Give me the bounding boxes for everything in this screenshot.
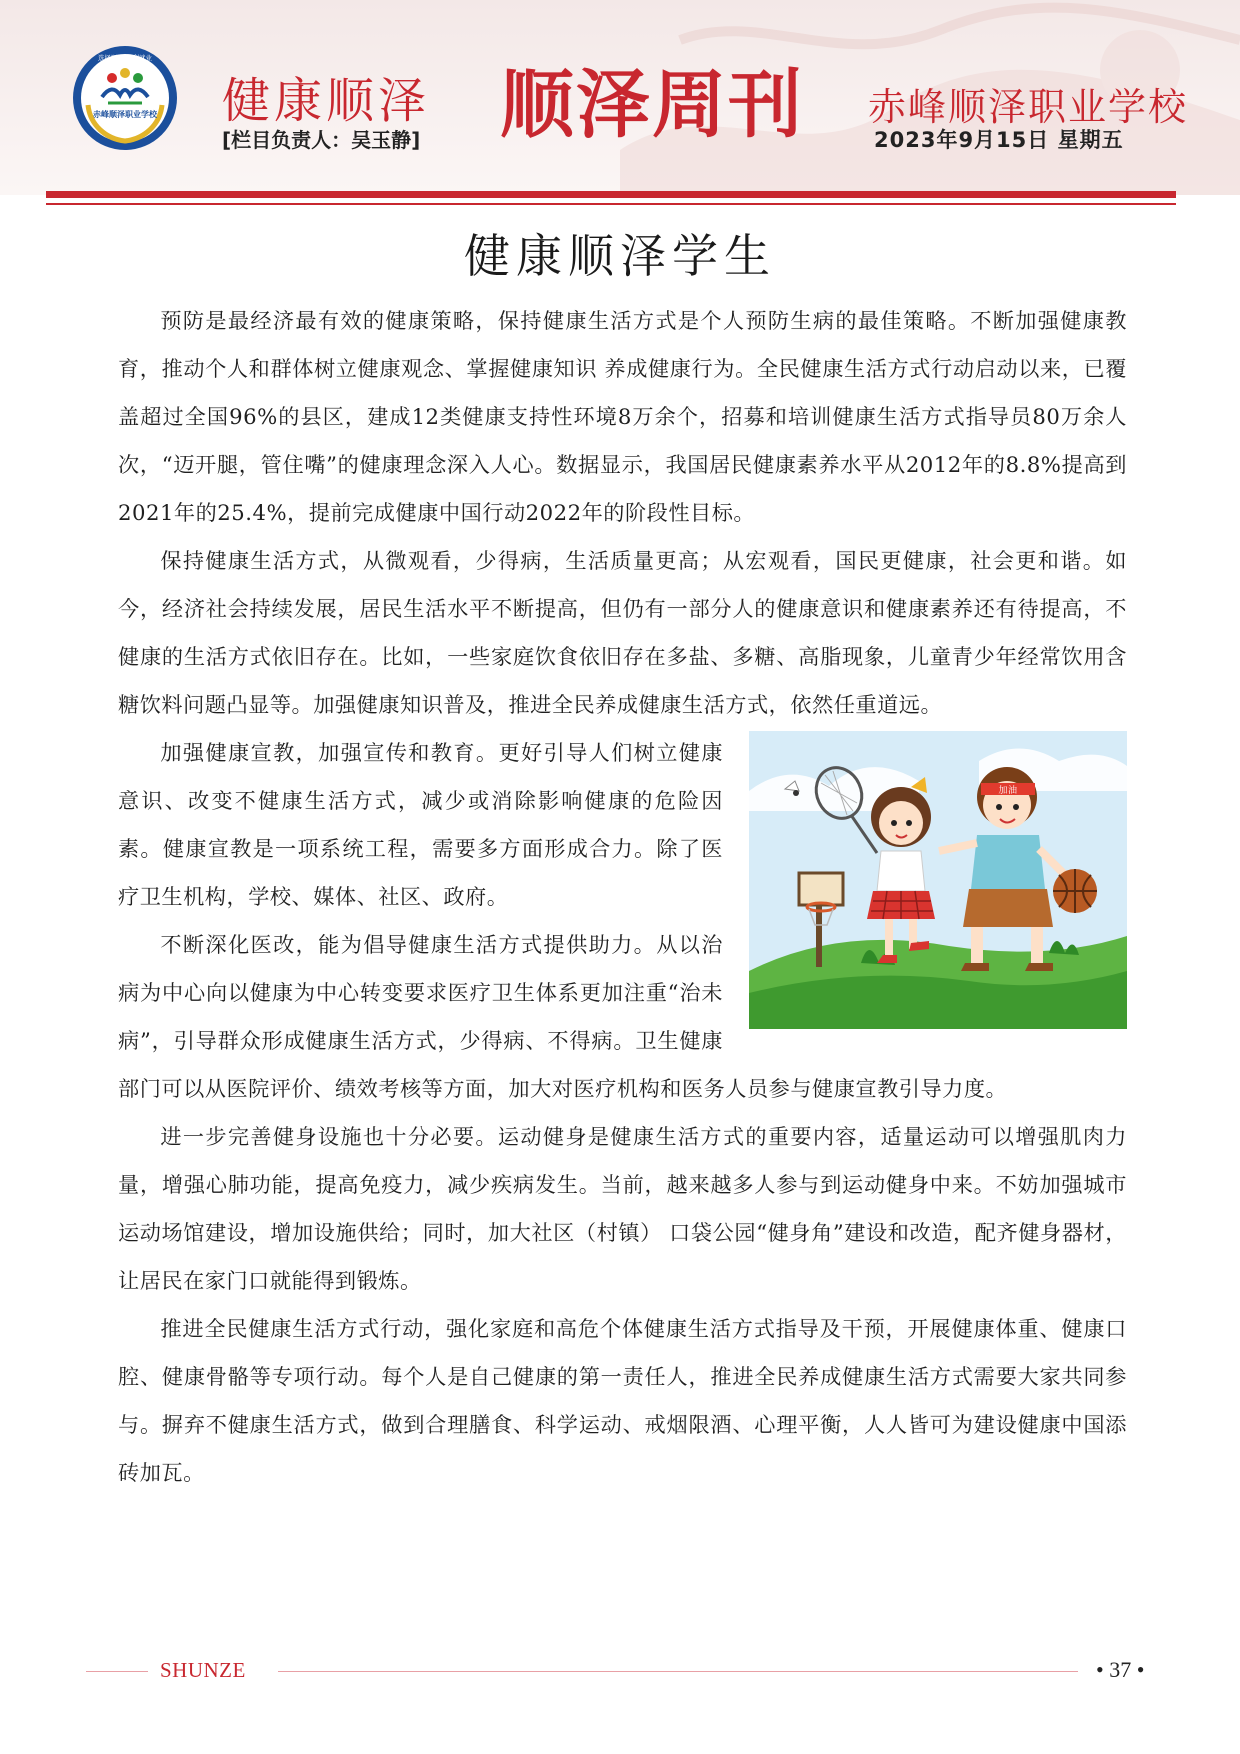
article-body [118, 297, 1127, 1497]
header-rule-thick [46, 191, 1176, 198]
footer-rule-left [86, 1671, 148, 1672]
paragraph: 保持健康生活方式，从微观看，少得病，生活质量更高；从宏观看，国民更健康，社会更和谐。如今，经济社会持续发展，居民生活水平不断提高，但仍有一部分人的健康意识和健康素养还有待提高，不健康的生活方式依旧存在。比如，一些家庭饮食依旧存在多盐、多糖、高脂现象，儿童青少年经常饮用含糖饮料问题凸显等。加强健康知识普及，推进全民养成健康生活方式，依然任重道远。 [118, 548, 1127, 717]
paragraph: 进一步完善健身设施也十分必要。运动健身是健康生活方式的重要内容，适量运动可以增强肌肉力量，增强心肺功能，提高免疫力，减少疾病发生。当前，越来越多人参与到运动健身中来。不妨加强城市运动场馆建设，增加设施供给；同时，加大社区（村镇） 口袋公园“健身角”建设和改造，配齐健身器材，让居民在家门口就能得到锻炼。 [118, 1124, 1127, 1293]
kids-sports-illustration [749, 731, 1127, 1029]
issue-date: 2023年9月15日 星期五 [874, 128, 1124, 152]
paragraph: 加强健康宣教，加强宣传和教育。更好引导人们树立健康意识、改变不健康生活方式，减少或消除影响健康的危险因素。健康宣教是一项系统工程，需要多方面形成合力。除了医疗卫生机构，学校、媒体、社区、政府。 [118, 740, 723, 909]
school-logo [72, 45, 178, 151]
article-title: 健康顺泽学生 [464, 229, 776, 283]
masthead [0, 0, 1240, 195]
column-editor: [栏目负责人：吴玉静] [222, 128, 421, 152]
publication-title: 顺泽周刊 [500, 62, 804, 148]
paragraph: 不断深化医改，能为倡导健康生活方式提供助力。从以治病为中心向以健康为中心转变要求医疗卫生体系更加注重“治未病”，引导群众形成健康生活方式，少得病、不得病。卫生健康部门可以从医院评价、绩效考核等方面，加大对医疗机构和医务人员参与健康宣教引导力度。 [118, 932, 1008, 1101]
paragraph: 推进全民健康生活方式行动，强化家庭和高危个体健康生活方式指导及干预，开展健康体重、健康口腔、健康骨骼等专项行动。每个人是自己健康的第一责任人，推进全民养成健康生活方式需要大家共同参与。摒弃不健康生活方式，做到合理膳食、科学运动、戒烟限酒、心理平衡，人人皆可为建设健康中国添砖加瓦。 [118, 1316, 1127, 1485]
page-number: • 37 • [1096, 1657, 1145, 1682]
footer-brand: SHUNZE [160, 1658, 246, 1682]
footer-rule [278, 1671, 1078, 1672]
svg-text:加油: 加油 [998, 786, 1018, 796]
svg-text:赤峰顺泽职业学校: 赤峰顺泽职业学校 [93, 110, 157, 119]
column-name: 健康顺泽 [222, 73, 431, 129]
header-rule-thin [46, 203, 1176, 205]
svg-text:选择顺泽 顺利就业: 选择顺泽 顺利就业 [97, 54, 153, 62]
school-name: 赤峰顺泽职业学校 [868, 85, 1189, 129]
paragraph: 预防是最经济最有效的健康策略，保持健康生活方式是个人预防生病的最佳策略。不断加强健康教育，推动个人和群体树立健康观念、掌握健康知识 养成健康行为。全民健康生活方式行动启动以来，已覆盖超过全国96%的县区，建成12类健康支持性环境8万余个，招募和培训健康生活方式指导员80万余人次，“迈开腿，管住嘴”的健康理念深入人心。数据显示，我国居民健康素养水平从2012年的8.8%提高到2021年的25.4%，提前完成健康中国行动2022年的阶段性目标。 [118, 308, 1127, 525]
